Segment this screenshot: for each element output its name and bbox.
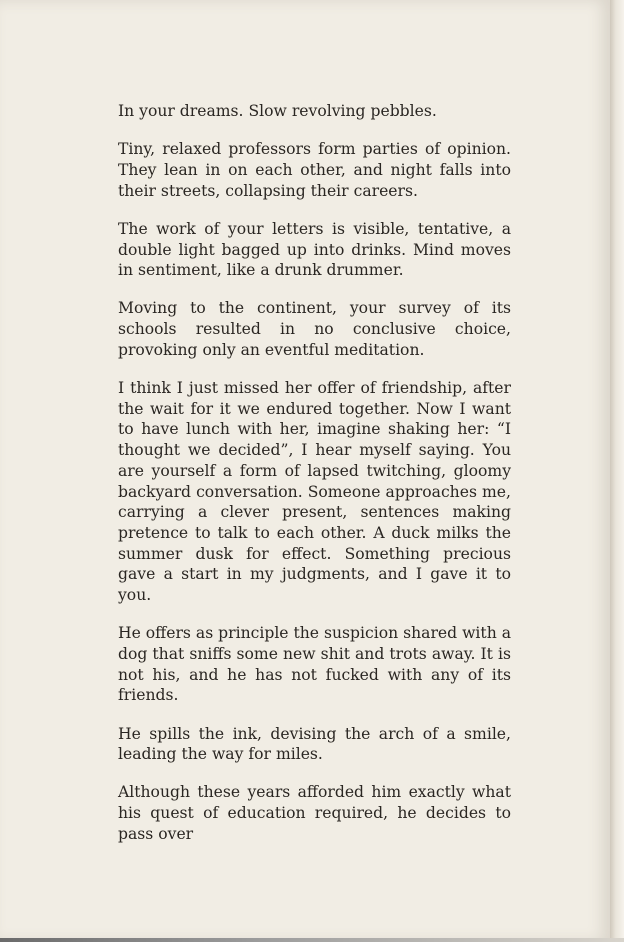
paragraph-4: Moving to the continent, your survey of its schools resulted in no conclusive choice, provoking only an eventful meditation. (118, 299, 511, 359)
paragraph-2: Tiny, relaxed professors form parties of opinion. They lean in on each other, and night falls into their streets, collapsing their careers. (118, 140, 511, 200)
prose-text (118, 101, 511, 862)
page-edge (610, 0, 624, 942)
paragraph-6: He offers as principle the suspicion shared with a dog that sniffs some new shit and trots away. It is not his, and he has not fucked with any of its friends. (118, 624, 511, 705)
paragraph-8: Although these years afforded him exactly what his quest of education required, he decides to pass over (118, 783, 511, 843)
paragraph-7: He spills the ink, devising the arch of a smile, leading the way for miles. (118, 724, 511, 764)
paragraph-1: In your dreams. Slow revolving pebbles. (118, 102, 437, 120)
paragraph-5: I think I just missed her offer of friendship, after the wait for it we endured together. Now I want to have lunch with her, imagine shaking her: “I thought we decided”, I hear myself saying. You are yourself a form of lapsed twitching, gloomy backyard conversation. Someone approaches me, carrying a clever present, sentences making pretence to talk to each other. A duck milks the summer dusk for effect. Something precious gave a start in my judgments, and I gave it to you. (118, 379, 511, 605)
scan-edge (0, 938, 624, 942)
paragraph-3: The work of your letters is visible, tentative, a double light bagged up into drinks. Mind moves in sentiment, like a drunk drummer. (118, 219, 511, 280)
